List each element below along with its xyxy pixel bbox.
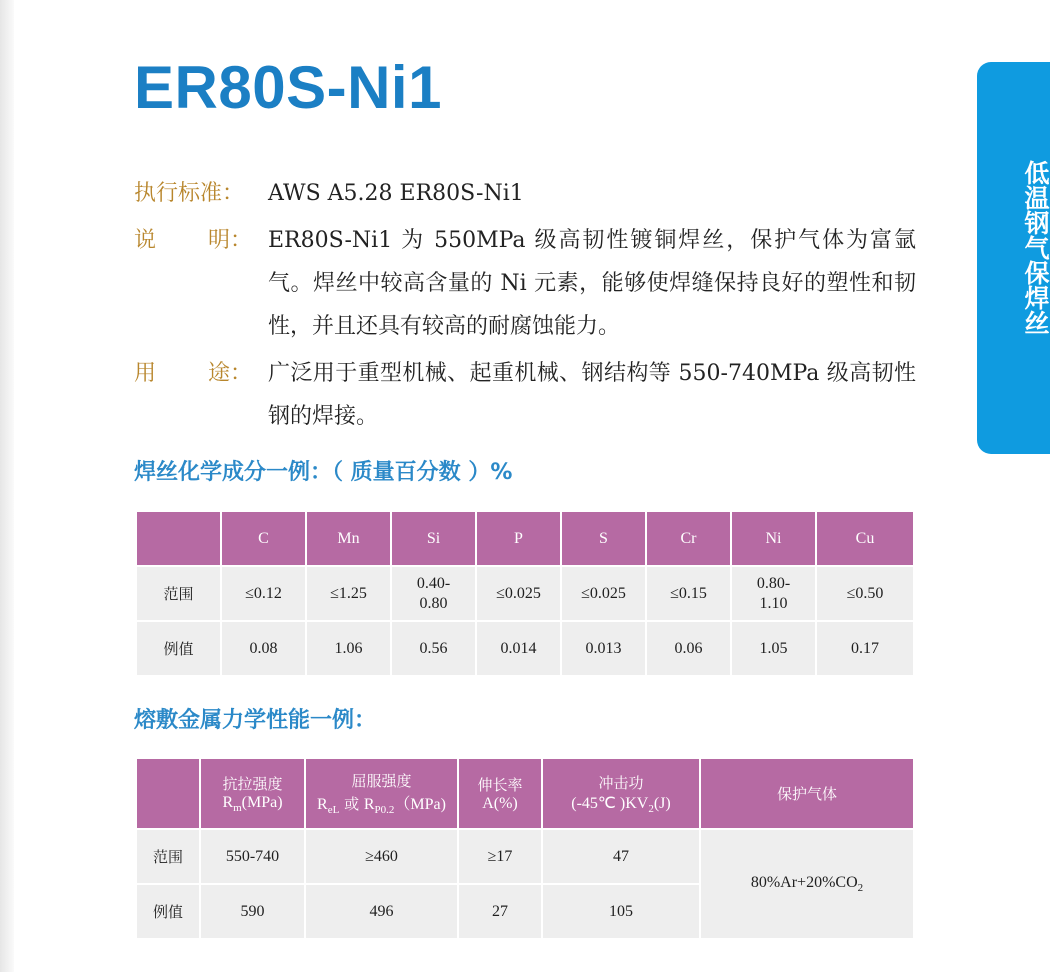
chem-cell: 0.56 xyxy=(391,621,476,676)
chem-cell: ≤0.12 xyxy=(221,566,306,621)
chem-row-label: 例值 xyxy=(136,621,221,676)
mech-row-label: 例值 xyxy=(136,884,200,939)
mech-cell: ≥460 xyxy=(305,829,458,884)
chem-composition-table xyxy=(135,510,915,677)
chem-header-cell: Mn xyxy=(306,511,391,566)
mech-header-row xyxy=(136,758,914,829)
product-info xyxy=(134,172,924,442)
description-text: ER80S-Ni1 为 550MPa 级高韧性镀铜焊丝，保护气体为富氩气。焊丝中较高含量的 Ni 元素，能够使焊缝保持良好的塑性和韧性，并且还具有较高的耐腐蚀能力。 xyxy=(268,228,916,339)
chem-header-cell: Ni xyxy=(731,511,816,566)
mech-header-impact: 冲击功 (-45℃ )$KV_2(J)$ xyxy=(542,758,700,829)
chem-cell: 0.013 xyxy=(561,621,646,676)
side-category-label: 低温钢气保焊丝 xyxy=(1021,160,1050,335)
mech-row-label: 范围 xyxy=(136,829,200,884)
chem-header-cell: C xyxy=(221,511,306,566)
mech-header-corner xyxy=(136,758,200,829)
chem-cell: ≤0.50 xyxy=(816,566,914,621)
chem-cell: ≤0.15 xyxy=(646,566,731,621)
chem-header-cell: Si xyxy=(391,511,476,566)
usage-label: 用 途： xyxy=(134,361,252,386)
chem-cell: ≤0.025 xyxy=(561,566,646,621)
mech-header-gas: 保护气体 xyxy=(700,758,914,829)
chem-range-row xyxy=(136,566,914,621)
mech-header-yield: 屈服强度 $R_{eL}$ 或 $R_{P0.2}(MPa)$ xyxy=(305,758,458,829)
page-edge-shadow xyxy=(0,0,14,972)
chem-cell: 1.05 xyxy=(731,621,816,676)
mech-range-row xyxy=(136,829,914,884)
mech-properties-table xyxy=(135,757,915,940)
side-category-tab xyxy=(977,62,1050,454)
chem-header-cell: S xyxy=(561,511,646,566)
chem-cell: 1.06 xyxy=(306,621,391,676)
mech-header-tensile: 抗拉强度 $R_m(MPa)$ xyxy=(200,758,305,829)
page-title: ER80S-Ni1 xyxy=(134,54,442,121)
chem-cell: ≤0.025 xyxy=(476,566,561,621)
chem-cell: 0.06 xyxy=(646,621,731,676)
usage-text: 广泛用于重型机械、起重机械、钢结构等 550-740MPa 级高韧性钢的焊接。 xyxy=(268,361,916,429)
chem-section-title: 焊丝化学成分一例：（ 质量百分数 ）% xyxy=(134,460,513,485)
mech-cell: 550-740 xyxy=(200,829,305,884)
chem-header-cell: Cu xyxy=(816,511,914,566)
description-label: 说 明： xyxy=(134,228,252,253)
mech-cell: ≥17 xyxy=(458,829,542,884)
chem-cell: 0.08 xyxy=(221,621,306,676)
chem-cell: 0.17 xyxy=(816,621,914,676)
chem-header-corner xyxy=(136,511,221,566)
mech-cell: 590 xyxy=(200,884,305,939)
description-row xyxy=(134,219,924,348)
mech-header-elongation: 伸长率 A(%) xyxy=(458,758,542,829)
chem-cell: 0.014 xyxy=(476,621,561,676)
mech-section-title: 熔敷金属力学性能一例： xyxy=(134,708,377,733)
standard-row xyxy=(134,172,924,215)
chem-header-cell: Cr xyxy=(646,511,731,566)
mech-cell: 27 xyxy=(458,884,542,939)
mech-cell: 105 xyxy=(542,884,700,939)
standard-text: AWS A5.28 ER80S-Ni1 xyxy=(268,181,524,206)
chem-row-label: 范围 xyxy=(136,566,221,621)
standard-label: 执行标准： xyxy=(134,181,245,206)
usage-row xyxy=(134,352,924,438)
chem-cell: ≤1.25 xyxy=(306,566,391,621)
mech-cell: 47 xyxy=(542,829,700,884)
chem-example-row xyxy=(136,621,914,676)
mech-cell: 496 xyxy=(305,884,458,939)
chem-cell: 0.80-1.10 xyxy=(731,566,816,621)
chem-cell: 0.40-0.80 xyxy=(391,566,476,621)
mech-gas-cell: $80\%Ar+20\%CO_2$ xyxy=(700,829,914,939)
chem-header-row xyxy=(136,511,914,566)
chem-header-cell: P xyxy=(476,511,561,566)
